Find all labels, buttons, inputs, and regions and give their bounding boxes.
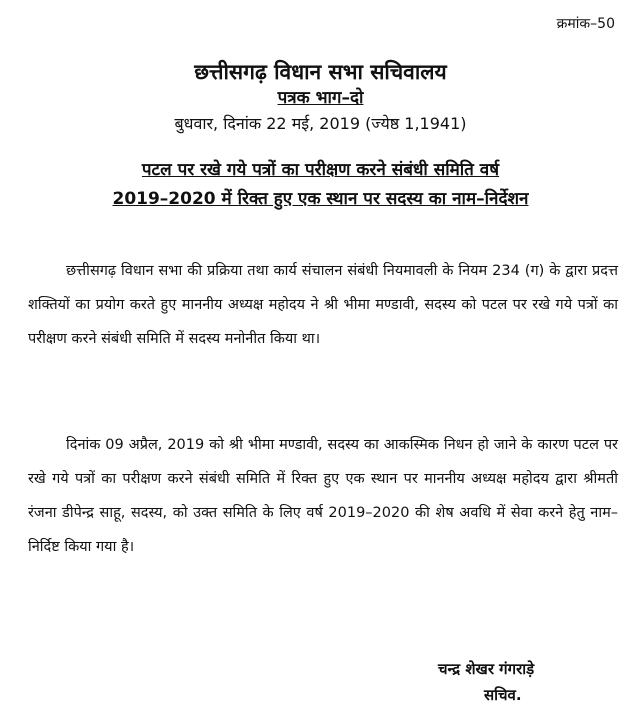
- office-name: छत्तीसगढ़ विधान सभा सचिवालय: [194, 60, 447, 84]
- date-line: बुधवार, दिनांक 22 मई, 2019 (ज्येष्ठ 1,1941): [174, 114, 467, 133]
- subject-heading: [20, 156, 621, 214]
- signature-block: [438, 656, 618, 708]
- signatory-name: चन्द्र शेखर गंगराड़े: [438, 660, 535, 678]
- body-paragraph-1: छत्तीसगढ़ विधान सभा की प्रक्रिया तथा कार्य संचालन संबंधी नियमावली के नियम 234 (ग) के द्वारा प्रदत्त शक्तियों का प्रयोग करते हुए माननीय अध्यक्ष महोदय ने श्री भीमा मण्डावी, सदस्य को पटल पर रखे गये पत्रों का परीक्षण करने संबंधी समिति में सदस्य मनोनीत किया था।: [28, 263, 618, 347]
- signatory-title: सचिव.: [484, 686, 522, 704]
- document-header: [0, 58, 641, 136]
- body-paragraph-2: दिनांक 09 अप्रैल, 2019 को श्री भीमा मण्डावी, सदस्य का आकस्मिक निधन हो जाने के कारण पटल पर रखे गये पत्रों का परीक्षण करने संबंधी समिति में रिक्त हुए एक स्थान पर माननीय अध्यक्ष महोदय द्वारा श्रीमती रंजना डीपेन्द्र साहू, सदस्य, को उक्त समिति के लिए वर्ष 2019–2020 की शेष अवधि में सेवा करने हेतु नाम–निर्दिष्ट किया गया है।: [28, 437, 618, 555]
- bulletin-part: पत्रक भाग–दो: [277, 88, 364, 108]
- serial-number: क्रमांक–50: [556, 16, 615, 32]
- subject-line-1: पटल पर रखे गये पत्रों का परीक्षण करने संबंधी समिति वर्ष: [141, 160, 500, 180]
- subject-line-2: 2019–2020 में रिक्त हुए एक स्थान पर सदस्य का नाम–निर्देशन: [112, 189, 529, 209]
